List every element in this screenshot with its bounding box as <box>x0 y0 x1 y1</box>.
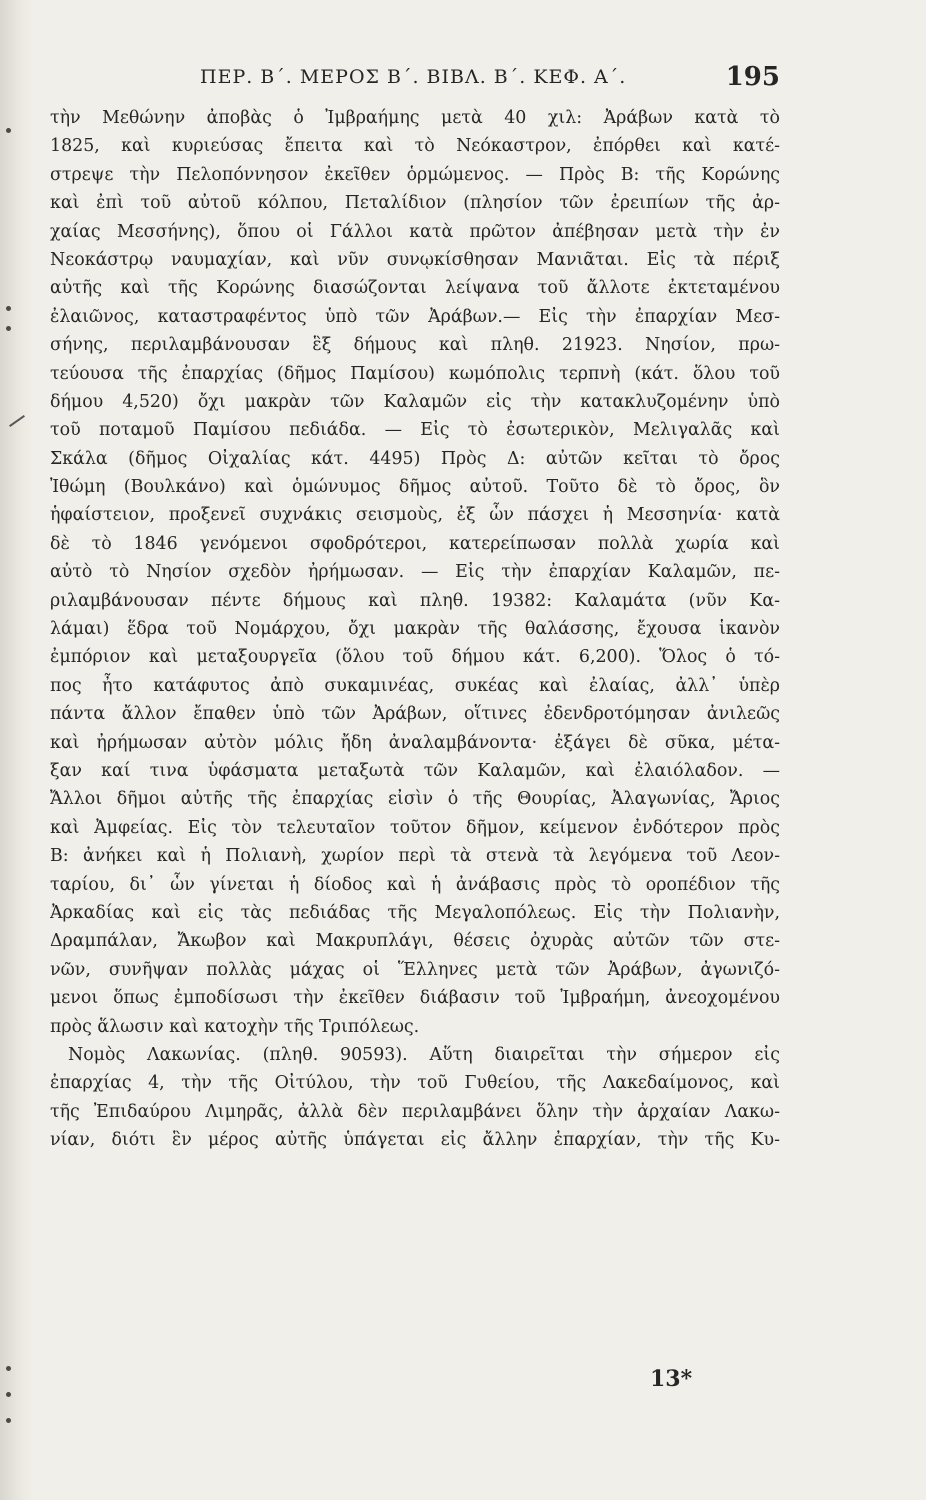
text-line: πος ἦτο κατάφυτος ἀπὸ συκαμινέας, συκέας καὶ ἐλαίας, ἀλλ᾽ ὑπὲρ <box>50 675 780 696</box>
text-line: τοῦ ποταμοῦ Παμίσου πεδιάδα. — Εἰς τὸ ἐσωτερικὸν, Μελιγαλᾶς καὶ <box>50 420 780 441</box>
text-line: ἐπαρχίας 4, τὴν τῆς Οἰτύλου, τὴν τοῦ Γυθείου, τῆς Λακεδαίμονος, καὶ <box>50 1073 780 1094</box>
text-line: τεύουσα τῆς ἐπαρχίας (δῆμος Παμίσου) κωμόπολις τερπνὴ (κάτ. ὅλου τοῦ <box>50 363 780 384</box>
text-line: ἡφαίστειον, προξενεῖ συχνάκις σεισμοὺς, ἐξ ὧν πάσχει ἡ Μεσσηνία· κατὰ <box>50 505 780 526</box>
margin-dot <box>6 1392 11 1397</box>
text-line: Νεοκάστρῳ ναυμαχίαν, καὶ νῦν συνῳκίσθησαν Μανιᾶται. Εἰς τὰ πέριξ <box>50 249 780 270</box>
text-line: αὐτὸ τὸ Νησίον σχεδὸν ἠρήμωσαν. — Εἰς τὴν ἐπαρχίαν Καλαμῶν, πε- <box>50 562 780 583</box>
text-line: μενοι ὅπως ἐμποδίσωσι τὴν ἐκεῖθεν διάβασιν τοῦ Ἰμβραήμη, ἀνεοχομένου <box>50 988 780 1009</box>
text-line: Ἰθώμη (Βουλκάνο) καὶ ὁμώνυμος δῆμος αὐτοῦ. Τοῦτο δὲ τὸ ὄρος, ὃν <box>50 477 780 498</box>
text-line: καὶ Ἀμφείας. Εἰς τὸν τελευταῖον τοῦτον δῆμον, κείμενον ἐνδότερον πρὸς <box>50 817 780 838</box>
text-line: τὴν Μεθώνην ἀποβὰς ὁ Ἰμβραήμης μετὰ 40 χιλ: Ἀράβων κατὰ τὸ <box>50 108 780 128</box>
margin-dot <box>6 128 11 133</box>
running-head-title: ΠΕΡ. Β΄. ΜΕΡΟΣ Β΄. ΒΙΒΛ. Β΄. ΚΕΦ. Α΄. <box>200 66 627 88</box>
text-line: Ἀρκαδίας καὶ εἰς τὰς πεδιάδας τῆς Μεγαλοπόλεως. Εἰς τὴν Πολιανὴν, <box>50 902 780 923</box>
margin-dot <box>6 1418 11 1423</box>
text-line: νίαν, διότι ἓν μέρος αὐτῆς ὑπάγεται εἰς ἄλλην ἐπαρχίαν, τὴν τῆς Κυ- <box>50 1130 780 1151</box>
text-line: δὲ τὸ 1846 γενόμενοι σφοδρότεροι, κατερείπωσαν πολλὰ χωρία καὶ <box>50 533 780 554</box>
text-line: αὐτῆς καὶ τῆς Κορώνης διασώζονται λείψανα τοῦ ἄλλοτε ἐκτεταμένου <box>50 278 780 299</box>
text-line: σήνης, περιλαμβάνουσαν ἓξ δήμους καὶ πληθ. 21923. Νησίον, πρω- <box>50 335 780 356</box>
text-line: καὶ ἠρήμωσαν αὐτὸν μόλις ἤδη ἀναλαμβάνοντα· ἐξάγει δὲ σῦκα, μέτα- <box>50 732 780 753</box>
text-line: Ἄλλοι δῆμοι αὐτῆς τῆς ἐπαρχίας εἰσὶν ὁ τῆς Θουρίας, Ἀλαγωνίας, Ἄριος <box>50 789 780 810</box>
section-heading-line: Νομὸς Λακωνίας. (πληθ. 90593). Αὕτη διαιρεῖται τὴν σήμερον εἰς <box>68 1044 780 1065</box>
text-line: νῶν, συνῆψαν πολλὰς μάχας οἱ Ἕλληνες μετὰ τῶν Ἀράβων, ἀγωνιζό- <box>50 959 780 980</box>
text-line: λάμαι) ἕδρα τοῦ Νομάρχου, ὄχι μακρὰν τῆς θαλάσσης, ἔχουσα ἱκανὸν <box>50 619 780 640</box>
text-line: ταρίου, δι᾽ ὧν γίνεται ἡ δίοδος καὶ ἡ ἀνάβασις πρὸς τὸ οροπέδιον τῆς <box>50 874 780 895</box>
text-line: τῆς Ἐπιδαύρου Λιμηρᾶς, ἀλλὰ δὲν περιλαμβάνει ὅλην τὴν ἀρχαίαν Λακω- <box>50 1101 780 1122</box>
running-head <box>200 62 780 94</box>
text-line: ξαν καί τινα ὑφάσματα μεταξωτὰ τῶν Καλαμῶν, καὶ ἐλαιόλαδον. — <box>50 760 780 781</box>
text-line: δήμου 4,520) ὄχι μακρὰν τῶν Καλαμῶν εἰς τὴν κατακλυζομένην ὑπὸ <box>50 391 780 412</box>
text-line: Δραμπάλαν, Ἄκωβον καὶ Μακρυπλάγι, θέσεις ὀχυρὰς αὐτῶν τῶν στε- <box>50 931 780 952</box>
page-number: 195 <box>725 62 780 92</box>
text-line: στρεψε τὴν Πελοπόννησον ἐκεῖθεν ὁρμώμενος. — Πρὸς Β: τῆς Κορώνης <box>50 164 780 185</box>
text-line: πρὸς ἅλωσιν καὶ κατοχὴν τῆς Τριπόλεως. <box>50 1016 420 1037</box>
margin-dot <box>6 1366 11 1371</box>
text-line: ἐμπόριον καὶ μεταξουργεῖα (ὅλου τοῦ δήμου κάτ. 6,200). Ὅλος ὁ τό- <box>50 647 780 668</box>
text-line: ριλαμβάνουσαν πέντε δήμους καὶ πληθ. 19382: Καλαμάτα (νῦν Κα- <box>50 590 780 611</box>
signature-mark: 13* <box>650 1366 693 1392</box>
text-line: καὶ ἐπὶ τοῦ αὐτοῦ κόλπου, Πεταλίδιον (πλησίον τῶν ἐρειπίων τῆς ἀρ- <box>50 193 780 214</box>
text-line: ἐλαιῶνος, καταστραφέντος ὑπὸ τῶν Ἀράβων.— Εἰς τὴν ἐπαρχίαν Μεσ- <box>50 306 780 327</box>
text-line: 1825, καὶ κυριεύσας ἔπειτα καὶ τὸ Νεόκαστρον, ἐπόρθει καὶ κατέ- <box>50 136 780 157</box>
margin-dot <box>6 306 11 311</box>
text-line: Β: ἀνήκει καὶ ἡ Πολιανὴ, χωρίον περὶ τὰ στενὰ τὰ λεγόμενα τοῦ Λεον- <box>50 846 780 867</box>
text-line: χαίας Μεσσήνης), ὅπου οἱ Γάλλοι κατὰ πρῶτον ἀπέβησαν μετὰ τὴν ἐν <box>50 221 780 242</box>
margin-dot <box>6 326 11 331</box>
gutter-shadow <box>0 0 34 1500</box>
text-line: πάντα ἄλλον ἔπαθεν ὑπὸ τῶν Ἀράβων, οἵτινες ἐδενδροτόμησαν ἀνιλεῶς <box>50 704 780 725</box>
text-line: Σκάλα (δῆμος Οἰχαλίας κάτ. 4495) Πρὸς Δ: αὐτῶν κεῖται τὸ ὄρος <box>50 448 780 469</box>
body-text <box>50 104 780 1154</box>
